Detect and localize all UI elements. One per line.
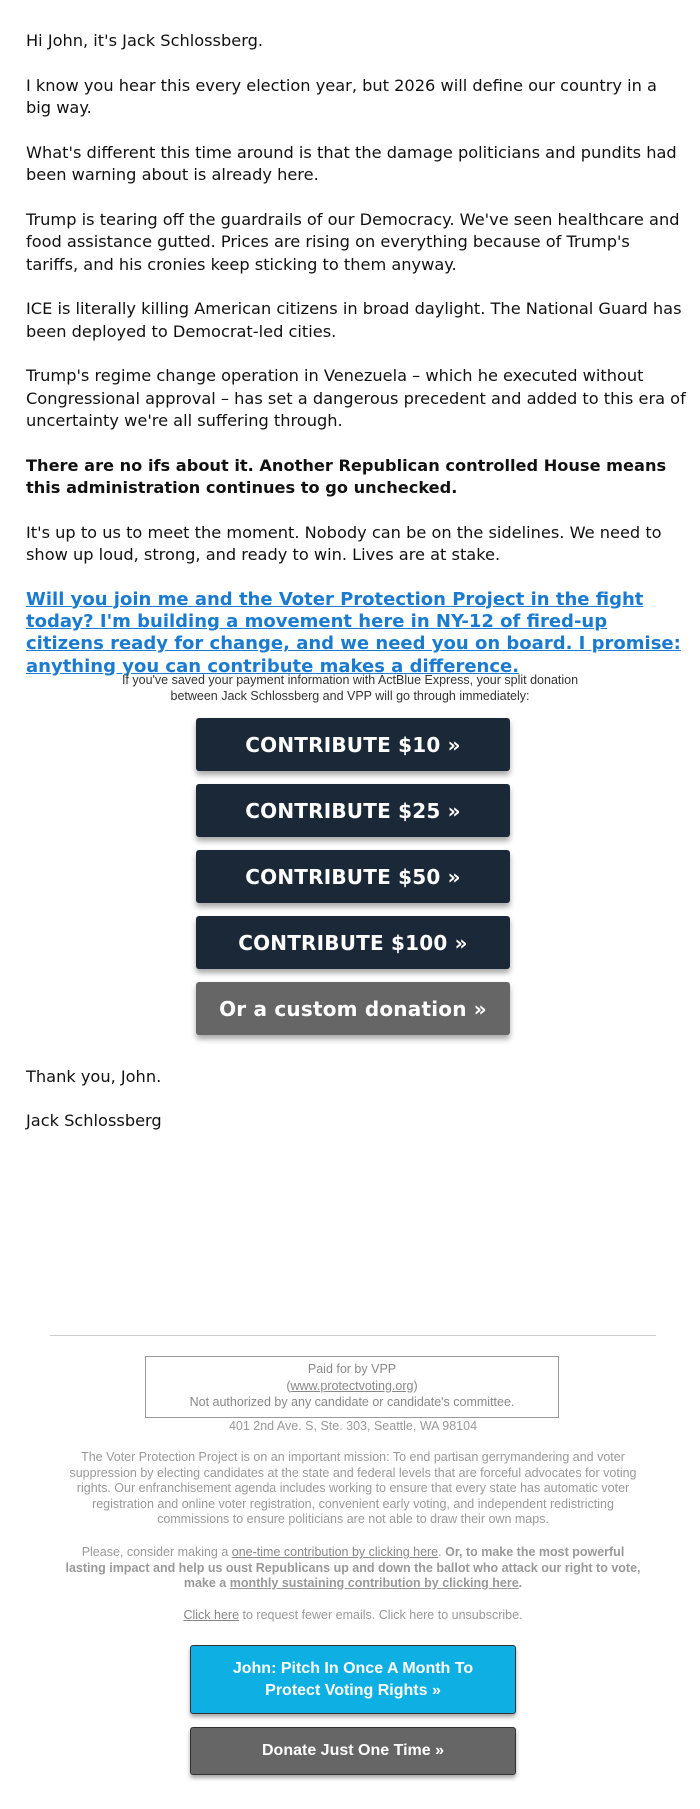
- consider-text: Please, consider making a one-time contribution by clicking here. Or, to make the most powerful lasting impact and help us oust Republicans up and down the ballot who attack our right to vote, make a monthly sustaining contribution by clicking here.: [65, 1545, 641, 1590]
- paragraph-5: Trump's regime change operation in Venezuela – which he executed without Congressional approval – has set a dangerous precedent and added to this era of uncertainty we're all suffering through.: [26, 366, 686, 430]
- contribute-50-button[interactable]: CONTRIBUTE $50 »: [196, 850, 510, 903]
- one-time-contribution-link[interactable]: one-time contribution by clicking here: [231, 1545, 439, 1559]
- custom-donation-button[interactable]: Or a custom donation »: [196, 982, 510, 1035]
- paragraph-1: I know you hear this every election year, but 2026 will define our country in a big way.: [26, 75, 657, 117]
- fewer-emails-link[interactable]: Click here: [183, 1608, 240, 1622]
- thanks-line: Thank you, John.: [26, 1067, 162, 1086]
- consider-bold: Or, to make the most powerful lasting impact and help us oust Republicans up and down the ballot who attack our right to vote, make a: [65, 1545, 641, 1590]
- paragraph-4: ICE is literally killing American citizens in broad daylight. The National Guard has been deployed to Democrat-led cities.: [26, 299, 682, 341]
- letter-body: [26, 30, 686, 678]
- unsubscribe-text: to request fewer emails. Click here to unsubscribe.: [239, 1608, 523, 1622]
- closing-paragraph: It's up to us to meet the moment. Nobody can be on the sidelines. We need to show up loud, strong, and ready to win. Lives are at stake.: [26, 522, 662, 564]
- monthly-donation-button[interactable]: John: Pitch In Once A Month To Protect Voting Rights »: [190, 1645, 516, 1714]
- paragraph-3: Trump is tearing off the guardrails of our Democracy. We've seen healthcare and food assistance gutted. Prices are rising on everything because of Trump's tariffs, and his cronies keep sticking to them anyway.: [26, 209, 680, 274]
- bold-paragraph: There are no ifs about it. Another Republican controlled House means this administration continues to go unchecked.: [26, 455, 667, 497]
- greeting: Hi John, it's Jack Schlossberg.: [26, 31, 264, 50]
- paid-for-text: Paid for by VPP: [307, 1362, 397, 1376]
- one-time-donation-button[interactable]: Donate Just One Time »: [190, 1727, 516, 1775]
- consider-prefix: Please, consider making a: [81, 1545, 232, 1559]
- actblue-note: If you've saved your payment information with ActBlue Express, your split donation between Jack Schlossberg and VPP will go through immediately:: [121, 673, 579, 703]
- address: 401 2nd Ave. S, Ste. 303, Seattle, WA 98104: [228, 1419, 478, 1433]
- fewer-emails-text: [50, 1608, 656, 1624]
- footer-divider: [50, 1335, 656, 1336]
- contribute-25-button[interactable]: CONTRIBUTE $25 »: [196, 784, 510, 837]
- monthly-contribution-link[interactable]: monthly sustaining contribution by clicking here: [229, 1576, 519, 1590]
- paid-for-box: [145, 1356, 559, 1418]
- cta-link[interactable]: Will you join me and the Voter Protection Project in the fight today? I'm building a movement here in NY-12 of fired-up citizens ready for change, and we need you on board. I promise: anything you can contribute makes a difference.: [26, 588, 681, 677]
- mission-text: The Voter Protection Project is on an important mission: To end partisan gerrymandering and voter suppression by electing candidates at the state and federal levels that are forceful advocates for voting rights. Our enfranchisement agenda includes working to ensure that every state has automatic voter registration and online voter registration, convenient early voting, and independent redistricting commissions to ensure politicians are not able to draw their own maps.: [69, 1450, 637, 1526]
- paid-url-link[interactable]: www.protectvoting.org: [290, 1378, 414, 1393]
- contribute-100-button[interactable]: CONTRIBUTE $100 »: [196, 916, 510, 969]
- not-authorized-text: Not authorized by any candidate or candidate's committee.: [189, 1395, 515, 1409]
- paragraph-2: What's different this time around is that the damage politicians and pundits had been warning about is already here.: [26, 142, 677, 184]
- contribute-10-button[interactable]: CONTRIBUTE $10 »: [196, 718, 510, 771]
- paid-url-line: (www.protectvoting.org): [286, 1378, 418, 1393]
- signature: Jack Schlossberg: [26, 1111, 162, 1130]
